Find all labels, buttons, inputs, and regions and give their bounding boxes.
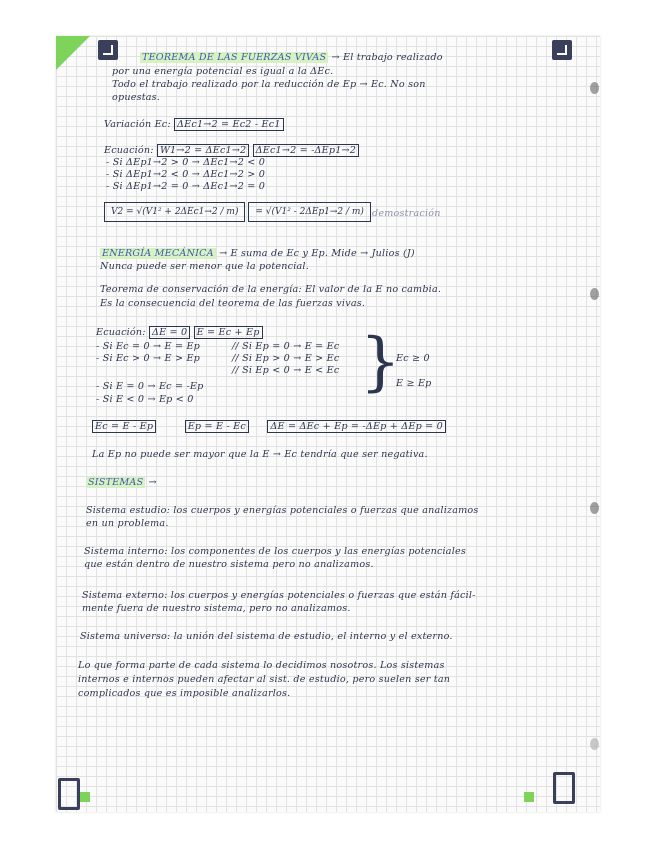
- bottom-box-3: ΔE = ΔEc + Ep = -ΔEp + ΔEp = 0: [267, 420, 446, 433]
- mecanica-title: ENERGÍA MECÁNICA: [102, 248, 214, 259]
- bottom-box-1: Ec = E - Ep: [92, 420, 156, 433]
- condition-2: - Si ΔEp1→2 < 0 → ΔEc1→2 > 0: [106, 169, 266, 180]
- variacion-label: Variación Ec:: [104, 119, 171, 130]
- conservacion-line-2: Es la consecuencia del teorema de las fuerzas vivas.: [100, 298, 366, 309]
- velocity-formula-left: V2 = √(V1² + 2ΔEc1→2 / m): [104, 202, 245, 222]
- ecuacion-line: [104, 144, 359, 157]
- case-4: - Si E < 0 → Ep < 0: [96, 394, 194, 405]
- conservacion-line-1: Teorema de conservación de la energía: El valor de la E no cambia.: [100, 284, 442, 295]
- case-2: - Si Ec > 0 → E > Ep: [96, 353, 201, 364]
- sistema-externo-line-1: Sistema externo: los cuerpos y energías potenciales o fuerzas que están fácil-: [82, 590, 476, 601]
- case-3: - Si E = 0 → Ec = -Ep: [96, 381, 204, 392]
- bottom-formulas-line: [92, 420, 446, 433]
- final-line-3: complicados que es imposible analizarlos.: [78, 688, 291, 699]
- final-line-1: Lo que forma parte de cada sistema lo decidimos nosotros. Los sistemas: [78, 660, 445, 671]
- sistema-interno-line-2: que están dentro de nuestro sistema pero no analizamos.: [84, 559, 374, 570]
- ecuacion-label: Ecuación:: [104, 145, 154, 156]
- case-1: - Si Ec = 0 → E = Ep: [96, 341, 201, 352]
- variacion-line: [104, 118, 284, 131]
- mecanica-line: [100, 248, 415, 260]
- condition-3: - Si ΔEp1→2 = 0 → ΔEc1→2 = 0: [106, 181, 266, 192]
- sistema-estudio-line-2: en un problema.: [86, 518, 169, 529]
- velocity-formula-right: = √(V1² - 2ΔEp1→2 / m): [248, 202, 371, 222]
- ecuacion-box-1: W1→2 = ΔEc1→2: [157, 144, 249, 157]
- variacion-formula-box: ΔEc1→2 = Ec2 - Ec1: [174, 118, 284, 131]
- sistema-universo-line: Sistema universo: la unión del sistema de estudio, el interno y el externo.: [80, 631, 453, 642]
- final-line-2: internos e internos pueden afectar al sist. de estudio, pero suelen ser tan: [78, 674, 451, 685]
- sistemas-arrow: →: [148, 477, 157, 488]
- brace-result-2: E ≥ Ep: [396, 378, 432, 389]
- negative-note: La Ep no puede ser mayor que la E → Ec tendría que ser negativa.: [92, 449, 428, 460]
- case-2b: // Si Ep > 0 → E > Ec: [232, 353, 340, 364]
- ecuacion2-label: Ecuación:: [96, 327, 146, 338]
- heading-rest: → El trabajo realizado: [331, 52, 443, 63]
- intro-line-1: por una energía potencial es igual a la ΔEc.: [112, 66, 334, 77]
- ecuacion2-box-1: ΔE = 0: [149, 326, 190, 339]
- heading-title: TEOREMA DE LAS FUERZAS VIVAS: [142, 52, 327, 63]
- brace-icon: }: [360, 325, 401, 399]
- velocity-formula: [104, 202, 371, 222]
- case-2c: // Si Ep < 0 → E < Ec: [232, 365, 340, 376]
- ecuacion2-box-2: E = Ec + Ep: [194, 326, 263, 339]
- sistemas-line: [86, 477, 157, 489]
- case-1b: // Si Ep = 0 → E = Ec: [232, 341, 340, 352]
- velocity-note: demostración: [372, 208, 441, 219]
- mecanica-rest: → E suma de Ec y Ep. Mide → Julios (J): [219, 248, 415, 259]
- mecanica-line-2: Nunca puede ser menor que la potencial.: [100, 261, 309, 272]
- ecuacion2-line: [96, 326, 263, 339]
- intro-line-3: opuestas.: [112, 92, 161, 103]
- bottom-box-2: Ep = E - Ec: [185, 420, 249, 433]
- intro-line-2: Todo el trabajo realizado por la reducción de Ep → Ec. No son: [112, 79, 426, 90]
- sistemas-title: SISTEMAS: [88, 477, 144, 488]
- sistema-interno-line-1: Sistema interno: los componentes de los cuerpos y las energías potenciales: [84, 546, 466, 557]
- ecuacion-box-2: ΔEc1→2 = -ΔEp1→2: [253, 144, 359, 157]
- brace-result-1: Ec ≥ 0: [396, 353, 430, 364]
- condition-1: - Si ΔEp1→2 > 0 → ΔEc1→2 < 0: [106, 157, 266, 168]
- sistema-estudio-line-1: Sistema estudio: los cuerpos y energías potenciales o fuerzas que analizamos: [86, 505, 479, 516]
- sistema-externo-line-2: mente fuera de nuestro sistema, pero no analizamos.: [82, 603, 351, 614]
- heading-line: [140, 52, 443, 64]
